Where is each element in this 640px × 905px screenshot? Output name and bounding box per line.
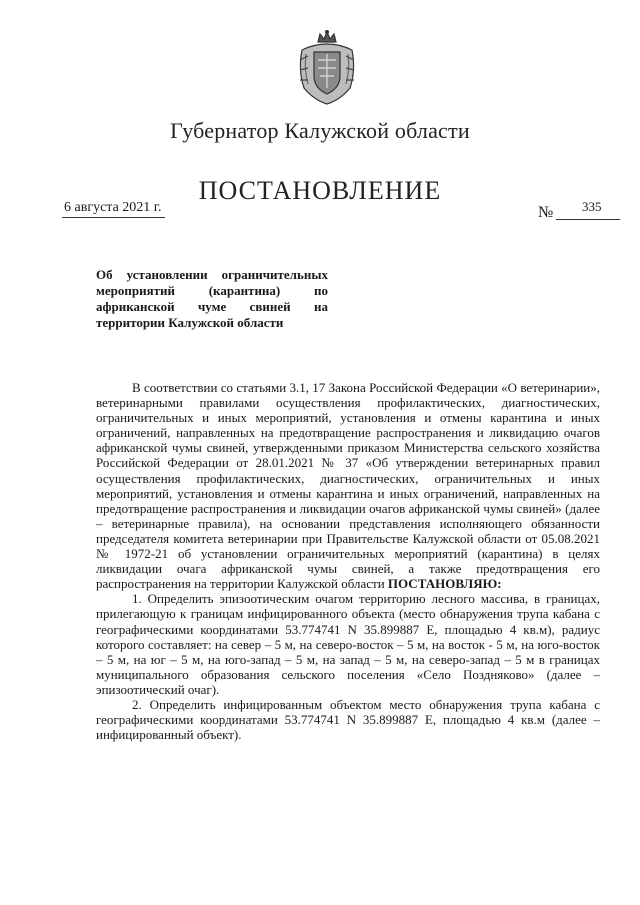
coat-of-arms-emblem <box>296 30 358 106</box>
preamble-paragraph <box>96 380 600 591</box>
issuing-authority: Губернатор Калужской области <box>170 118 470 143</box>
document-number-underline <box>556 219 620 220</box>
resolution-keyword: ПОСТАНОВЛЯЮ: <box>387 576 502 592</box>
document-type-title: ПОСТАНОВЛЕНИЕ <box>198 176 442 205</box>
document-body <box>96 380 600 742</box>
item-paragraph: 2. Определить инфицированным объектом место обнаружения трупа кабана с географическими координатами 53.774741 Ν 35.899887 Ε, площадью 4 кв.м (далее – инфицированный объект). <box>96 696 600 743</box>
item-paragraph: 1. Определить эпизоотическим очагом территорию лесного массива, в границах, прилегающую к границам инфицированного объекта (место обнаружения трупа кабана с географическими координатами 53.774741 Ν 35.899887 Ε, площадью 4 кв.м), радиус которого составляет: на север – 5 м, на северо-восток – 5 м, на восток - 5 м, на юго-восток – 5 м, на юг – 5 м, на юго-запад – 5 м, на запад – 5 м, на северо-запад – 5 м в границах муниципального образования сельского поселения «Село Поздняково» (далее – эпизоотический очаг). <box>96 591 600 697</box>
document-number-label: № <box>538 204 554 221</box>
document-number: 335 <box>582 199 602 214</box>
document-subject: Об установлении ограничительных мероприятий (карантина) по африканской чуме свиней на территории Калужской области <box>96 267 328 330</box>
document-date: 6 августа 2021 г. <box>62 200 165 218</box>
preamble-text: В соответствии со статьями 3.1, 17 Закона Российской Федерации «О ветеринарии», ветеринарными правилами осуществления профилактических, диагностических, ограничительных и иных мероприятий, установления и отмены карантина и иных ограничений, направленных на предотвращение распространения и ликвидацию очагов африканской чумы свиней, утвержденными приказом Министерства сельского хозяйства Российской Федерации от 28.01.2021 № 37 «Об утверждении ветеринарных правил осуществления профилактических, диагностических, ограничительных и иных мероприятий, установления и отмены карантина и иных ограничений, направленных на предотвращение распространения и ликвидации очагов африканской чумы свиней» (далее – ветеринарные правила), на основании представления исполняющего обязанности председателя комитета ветеринарии при Правительстве Калужской области от 05.08.2021 № 1972-21 об установлении ограничительных мероприятий (карантина) в целях ликвидации очага африканской чумы свиней, а также предотвращения его распространения на территории Калужской области <box>96 380 600 592</box>
